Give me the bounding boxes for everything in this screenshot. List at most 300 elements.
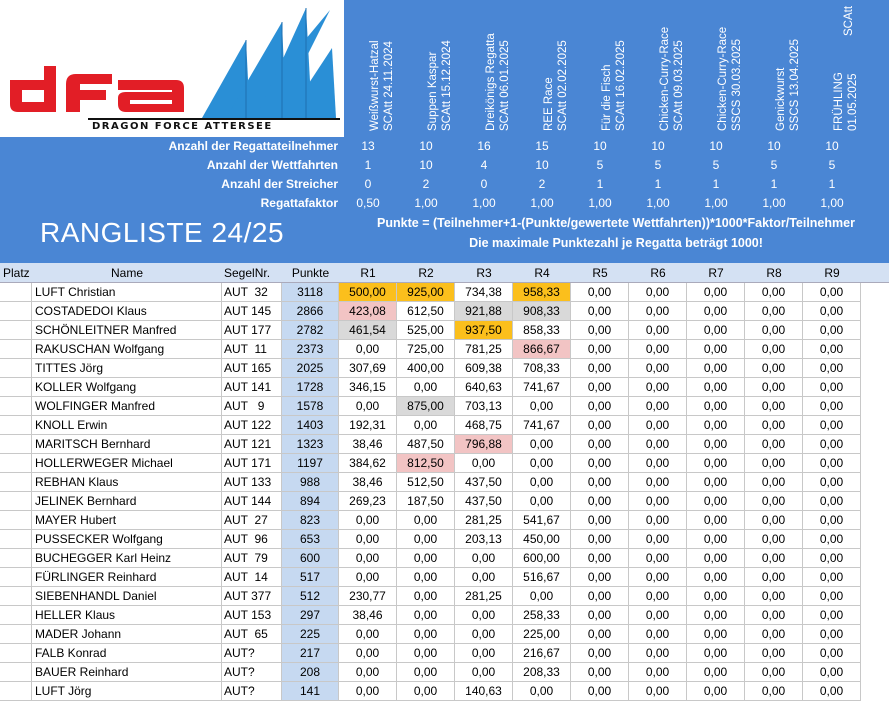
race-score-cell: 0,00 [803,359,861,378]
race-score-cell: 0,00 [629,454,687,473]
regatta-header-6 [629,0,687,134]
sail-number-cell: AUT 141 [222,378,282,397]
regatta-line1: Für die Fisch [601,64,613,131]
race-score-cell: 0,00 [455,454,513,473]
points-cell: 1323 [282,435,339,454]
rank-cell [0,340,32,359]
race-score-cell: 0,00 [687,397,745,416]
name-cell: FÜRLINGER Reinhard [32,568,222,587]
regatta-header-3 [455,0,513,134]
race-score-cell: 0,00 [571,663,629,682]
points-cell: 208 [282,663,339,682]
meta-value: 2 [538,177,546,191]
sail-number-cell: AUT 9 [222,397,282,416]
race-score-cell: 0,00 [803,511,861,530]
race-score-cell: 0,00 [803,549,861,568]
regatta-line2: SCAtt 16.02.2025 [615,40,627,131]
race-score-cell: 0,00 [571,644,629,663]
race-score-cell: 0,00 [513,473,571,492]
race-score-cell: 0,00 [687,435,745,454]
race-score-cell: 0,00 [513,454,571,473]
race-score-cell: 0,00 [745,454,803,473]
table-row [0,644,889,663]
table-row [0,492,889,511]
column-header-r6[interactable]: R6 [650,266,666,280]
table-row [0,663,889,682]
race-score-cell: 0,00 [513,397,571,416]
race-score-cell: 0,00 [745,663,803,682]
column-header-r7[interactable]: R7 [708,266,724,280]
race-score-cell: 0,00 [803,625,861,644]
race-score-cell: 216,67 [513,644,571,663]
name-cell: HELLER Klaus [32,606,222,625]
rank-cell [0,511,32,530]
regatta-line2: SCAtt 15.12.2024 [441,40,453,131]
header-band [0,0,889,263]
race-score-cell: 0,00 [629,530,687,549]
page-title: RANGLISTE 24/25 [40,217,285,248]
race-score-cell: 0,00 [803,492,861,511]
race-score-cell: 0,00 [455,549,513,568]
regatta-line2: SSCS 13.04.2025 [789,38,801,131]
meta-value: 10 [419,158,433,172]
race-score-cell: 0,00 [571,530,629,549]
points-cell: 894 [282,492,339,511]
race-score-cell: 0,00 [571,568,629,587]
table-row [0,283,889,302]
race-score-cell: 0,00 [629,340,687,359]
race-score-cell: 0,00 [687,492,745,511]
table-row [0,625,889,644]
sail-number-cell: AUT 377 [222,587,282,606]
race-score-cell: 925,00 [397,283,455,302]
race-score-cell: 0,00 [803,606,861,625]
regatta-name [658,0,686,131]
regatta-line2: SCAtt 09.03.2025 [673,40,685,131]
race-score-cell: 0,00 [803,587,861,606]
regatta-header-8 [745,0,803,134]
meta-value: 1,00 [588,196,612,210]
regatta-header-9 [803,0,861,134]
race-score-cell: 461,54 [339,321,397,340]
meta-value: 5 [770,158,778,172]
race-score-cell: 0,00 [803,663,861,682]
regatta-name [716,0,744,131]
rank-cell [0,359,32,378]
race-score-cell: 346,15 [339,378,397,397]
table-row [0,397,889,416]
race-score-cell: 0,00 [571,397,629,416]
race-score-cell: 0,00 [629,492,687,511]
meta-value: 1,00 [414,196,438,210]
race-score-cell: 437,50 [455,492,513,511]
race-score-cell: 0,00 [397,587,455,606]
meta-value: 13 [361,139,375,153]
name-cell: SCHÖNLEITNER Manfred [32,321,222,340]
regatta-line1: Genickwurst [775,67,787,131]
race-score-cell: 0,00 [339,530,397,549]
race-score-cell: 0,00 [745,435,803,454]
table-row [0,454,889,473]
regatta-name [426,0,454,131]
race-score-cell: 38,46 [339,435,397,454]
rank-cell [0,397,32,416]
points-cell: 988 [282,473,339,492]
meta-value: 10 [419,139,433,153]
race-score-cell: 812,50 [397,454,455,473]
sail-number-cell: AUT 177 [222,321,282,340]
race-score-cell: 258,33 [513,606,571,625]
race-score-cell: 0,00 [629,302,687,321]
sail-number-cell: AUT 165 [222,359,282,378]
meta-value: 10 [825,139,839,153]
name-cell: MARITSCH Bernhard [32,435,222,454]
sail-number-cell: AUT 121 [222,435,282,454]
race-score-cell: 937,50 [455,321,513,340]
column-header-r5[interactable]: R5 [592,266,608,280]
race-score-cell: 796,88 [455,435,513,454]
race-score-cell: 0,00 [629,549,687,568]
name-cell: KNOLL Erwin [32,416,222,435]
max-points-note: Die maximale Punktezahl je Regatta beträgt 1000! [469,236,763,250]
race-score-cell: 0,00 [629,682,687,701]
points-cell: 512 [282,587,339,606]
meta-value: 4 [480,158,488,172]
race-score-cell: 0,00 [745,302,803,321]
points-cell: 3118 [282,283,339,302]
name-cell: MAYER Hubert [32,511,222,530]
race-score-cell: 708,33 [513,359,571,378]
rank-cell [0,416,32,435]
race-score-cell: 875,00 [397,397,455,416]
regatta-line1: Suppen Kaspar [427,51,439,131]
meta-value: 1 [596,177,604,191]
race-score-cell: 0,00 [803,302,861,321]
column-header-r2[interactable]: R2 [418,266,434,280]
rank-cell [0,302,32,321]
regatta-name [542,0,570,131]
sail-number-cell: AUT 11 [222,340,282,359]
meta-value: 1 [654,177,662,191]
meta-value: 1 [770,177,778,191]
table-row [0,568,889,587]
race-score-cell: 0,00 [397,568,455,587]
race-score-cell: 741,67 [513,416,571,435]
race-score-cell: 0,00 [629,644,687,663]
race-score-cell: 0,00 [455,606,513,625]
race-score-cell: 0,00 [571,321,629,340]
rank-cell [0,549,32,568]
race-score-cell: 0,00 [571,682,629,701]
race-score-cell: 468,75 [455,416,513,435]
race-score-cell: 0,00 [745,397,803,416]
points-cell: 225 [282,625,339,644]
race-score-cell: 0,00 [571,606,629,625]
race-score-cell: 0,00 [745,682,803,701]
race-score-cell: 0,00 [397,511,455,530]
regatta-line1: Weißwurst-Hatzal [369,40,381,131]
rank-cell [0,682,32,701]
meta-label: Anzahl der Streicher [221,177,338,191]
rank-cell [0,530,32,549]
race-score-cell: 0,00 [745,606,803,625]
race-score-cell: 281,25 [455,511,513,530]
points-cell: 600 [282,549,339,568]
race-score-cell: 741,67 [513,378,571,397]
name-cell: TITTES Jörg [32,359,222,378]
race-score-cell: 203,13 [455,530,513,549]
meta-value: 1,00 [646,196,670,210]
race-score-cell: 866,67 [513,340,571,359]
race-score-cell: 0,00 [571,625,629,644]
points-cell: 517 [282,568,339,587]
race-score-cell: 0,00 [629,416,687,435]
race-score-cell: 0,00 [687,644,745,663]
race-score-cell: 0,00 [513,435,571,454]
regatta-line1: Chicken-Curry-Race [717,26,729,131]
sail-number-cell: AUT 27 [222,511,282,530]
logo [0,0,344,137]
race-score-cell: 0,00 [745,378,803,397]
meta-value: 5 [654,158,662,172]
sail-number-cell: AUT 32 [222,283,282,302]
race-score-cell: 0,00 [687,321,745,340]
regatta-line2: SCAtt 24.11.2024 [383,41,395,131]
name-cell: BUCHEGGER Karl Heinz [32,549,222,568]
race-score-cell: 0,00 [745,416,803,435]
table-row [0,321,889,340]
race-score-cell: 858,33 [513,321,571,340]
rank-cell [0,606,32,625]
table-row [0,606,889,625]
race-score-cell: 0,00 [687,340,745,359]
table-row [0,435,889,454]
meta-value: 1,00 [530,196,554,210]
regatta-line1: REE Race [543,77,555,131]
table-row [0,416,889,435]
race-score-cell: 921,88 [455,302,513,321]
race-score-cell: 187,50 [397,492,455,511]
race-score-cell: 0,00 [687,606,745,625]
race-score-cell: 0,00 [513,682,571,701]
rank-cell [0,625,32,644]
race-score-cell: 0,00 [397,682,455,701]
rank-cell [0,435,32,454]
meta-value: 0 [480,177,488,191]
name-cell: COSTADEDOI Klaus [32,302,222,321]
points-cell: 1403 [282,416,339,435]
regatta-name [368,0,396,131]
regatta-line1: Chicken-Curry-Race [659,26,671,131]
name-cell: MADER Johann [32,625,222,644]
race-score-cell: 908,33 [513,302,571,321]
race-score-cell: 0,00 [745,549,803,568]
race-score-cell: 0,00 [339,397,397,416]
race-score-cell: 0,00 [455,625,513,644]
rank-cell [0,283,32,302]
regatta-line2: 01.05.2025 [847,73,859,131]
race-score-cell: 781,25 [455,340,513,359]
table-row [0,682,889,701]
regatta-header-5 [571,0,629,134]
race-score-cell: 0,00 [629,606,687,625]
race-score-cell: 725,00 [397,340,455,359]
points-cell: 297 [282,606,339,625]
race-score-cell: 0,00 [513,587,571,606]
rank-cell [0,378,32,397]
sail-number-cell: AUT 171 [222,454,282,473]
meta-value: 1,00 [704,196,728,210]
race-score-cell: 0,00 [803,682,861,701]
race-score-cell: 0,00 [687,568,745,587]
race-score-cell: 0,00 [397,549,455,568]
rank-cell [0,454,32,473]
name-cell: FALB Konrad [32,644,222,663]
race-score-cell: 0,00 [339,663,397,682]
race-score-cell: 0,00 [745,511,803,530]
race-score-cell: 0,00 [397,416,455,435]
meta-value: 10 [709,139,723,153]
race-score-cell: 0,00 [629,397,687,416]
meta-value: 1,00 [472,196,496,210]
race-score-cell: 612,50 [397,302,455,321]
race-score-cell: 307,69 [339,359,397,378]
sail-number-cell: AUT 153 [222,606,282,625]
race-score-cell: 0,00 [339,625,397,644]
meta-value: 10 [651,139,665,153]
race-score-cell: 192,31 [339,416,397,435]
table-row [0,359,889,378]
race-score-cell: 0,00 [629,663,687,682]
race-score-cell: 541,67 [513,511,571,530]
column-header-name[interactable]: Name [110,266,143,280]
race-score-cell: 0,00 [745,644,803,663]
race-score-cell: 0,00 [803,321,861,340]
race-score-cell: 0,00 [803,416,861,435]
meta-value: 5 [596,158,604,172]
table-row [0,549,889,568]
race-score-cell: 0,00 [803,340,861,359]
race-score-cell: 0,00 [687,625,745,644]
table-row [0,530,889,549]
meta-value: 10 [535,158,549,172]
name-cell: RAKUSCHAN Wolfgang [32,340,222,359]
points-cell: 1197 [282,454,339,473]
race-score-cell: 0,00 [745,359,803,378]
race-score-cell: 0,00 [629,511,687,530]
race-score-cell: 0,00 [629,587,687,606]
race-score-cell: 0,00 [687,663,745,682]
table-row [0,473,889,492]
sail-number-cell: AUT? [222,682,282,701]
column-header-platz[interactable]: Platz [3,266,30,280]
column-header-segelnr[interactable]: SegelNr. [224,266,271,280]
race-score-cell: 0,00 [571,492,629,511]
race-score-cell: 384,62 [339,454,397,473]
meta-value: 2 [422,177,430,191]
race-score-cell: 0,00 [745,568,803,587]
meta-label: Anzahl der Wettfahrten [206,158,338,172]
regatta-name [600,0,628,131]
meta-value: 5 [828,158,836,172]
race-score-cell: 38,46 [339,473,397,492]
column-header-punkte[interactable]: Punkte [291,266,330,280]
name-cell: LUFT Jörg [32,682,222,701]
regatta-header-4 [513,0,571,134]
points-cell: 1728 [282,378,339,397]
column-header-r9[interactable]: R9 [824,266,840,280]
table-row [0,378,889,397]
regatta-header-1 [339,0,397,134]
regatta-name [832,0,860,131]
race-score-cell: 0,00 [687,378,745,397]
race-score-cell: 0,00 [629,359,687,378]
regatta-header-2 [397,0,455,134]
race-score-cell: 0,00 [397,625,455,644]
name-cell: HOLLERWEGER Michael [32,454,222,473]
race-score-cell: 512,50 [397,473,455,492]
sail-number-cell: AUT 79 [222,549,282,568]
race-score-cell: 0,00 [513,492,571,511]
meta-value: 10 [593,139,607,153]
meta-value: 1 [712,177,720,191]
points-cell: 1578 [282,397,339,416]
race-score-cell: 0,00 [687,302,745,321]
points-cell: 141 [282,682,339,701]
race-score-cell: 450,00 [513,530,571,549]
column-header-r1[interactable]: R1 [360,266,376,280]
logo-subtitle: DRAGON FORCE ATTERSEE [92,121,273,132]
race-score-cell: 0,00 [687,473,745,492]
meta-value: 1 [364,158,372,172]
sail-number-cell: AUT 144 [222,492,282,511]
race-score-cell: 281,25 [455,587,513,606]
regatta-header-7 [687,0,745,134]
race-score-cell: 0,00 [687,416,745,435]
regatta-line2: SCAtt 02.02.2025 [557,40,569,131]
race-score-cell: 437,50 [455,473,513,492]
race-score-cell: 0,00 [687,283,745,302]
race-score-cell: 0,00 [803,568,861,587]
regatta-name [484,0,512,131]
meta-value: 5 [712,158,720,172]
sail-number-cell: AUT 65 [222,625,282,644]
race-score-cell: 0,00 [571,283,629,302]
race-score-cell: 0,00 [629,473,687,492]
race-score-cell: 0,00 [745,321,803,340]
race-score-cell: 0,00 [339,682,397,701]
race-score-cell: 0,00 [339,644,397,663]
rank-cell [0,568,32,587]
regatta-line2: SSCS 30.03.2025 [731,38,743,131]
race-score-cell: 500,00 [339,283,397,302]
race-score-cell: 0,00 [339,549,397,568]
race-score-cell: 0,00 [455,644,513,663]
race-score-cell: 516,67 [513,568,571,587]
race-score-cell: 269,23 [339,492,397,511]
race-score-cell: 225,00 [513,625,571,644]
rank-cell [0,663,32,682]
column-header-r3[interactable]: R3 [476,266,492,280]
race-score-cell: 0,00 [687,682,745,701]
name-cell: JELINEK Bernhard [32,492,222,511]
column-header-r4[interactable]: R4 [534,266,550,280]
race-score-cell: 609,38 [455,359,513,378]
column-header-r8[interactable]: R8 [766,266,782,280]
meta-value: 1,00 [762,196,786,210]
name-cell: SIEBENHANDL Daniel [32,587,222,606]
name-cell: WOLFINGER Manfred [32,397,222,416]
